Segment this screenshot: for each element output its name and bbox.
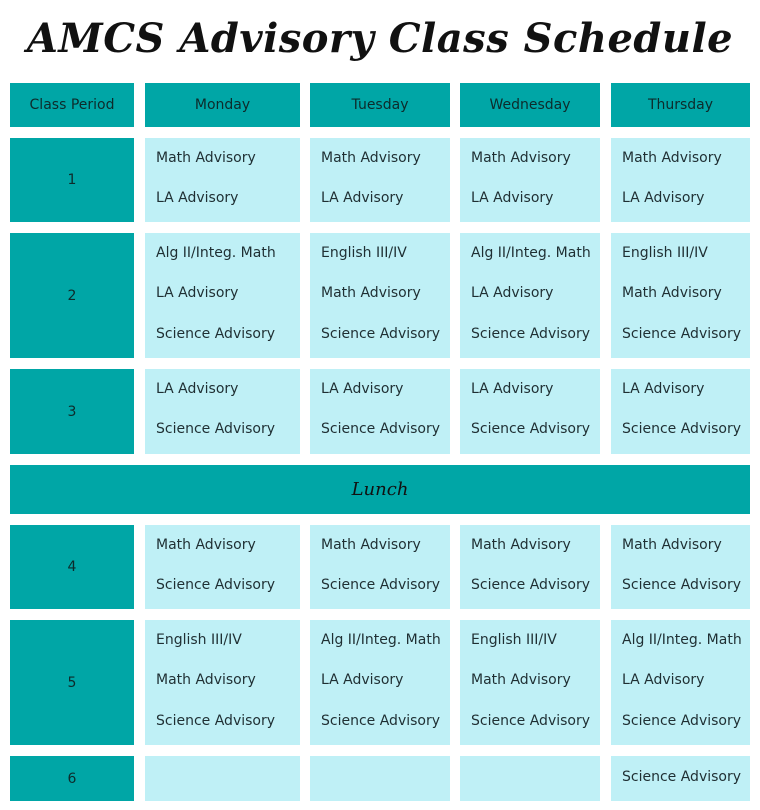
period-4-thursday	[611, 525, 750, 609]
class-entry: Math Advisory	[471, 150, 571, 166]
period-4-monday	[145, 525, 300, 609]
class-entry: Math Advisory	[321, 150, 421, 166]
period-3-tuesday	[310, 369, 450, 454]
page-title: AMCS Advisory Class Schedule	[26, 15, 734, 62]
period-2-label: 2	[10, 233, 134, 358]
class-entry: Math Advisory	[471, 672, 571, 688]
class-entry: English III/IV	[622, 245, 708, 261]
period-6-monday	[145, 756, 300, 801]
class-entry: Math Advisory	[156, 672, 256, 688]
header-tuesday: Tuesday	[310, 83, 450, 127]
class-entry: English III/IV	[321, 245, 407, 261]
period-4-wednesday	[460, 525, 600, 609]
class-entry: LA Advisory	[622, 190, 705, 206]
period-6-label: 6	[10, 756, 134, 801]
period-2-tuesday	[310, 233, 450, 358]
class-entry: Science Advisory	[471, 421, 591, 437]
class-entry: Alg II/Integ. Math	[471, 245, 591, 261]
period-1-tuesday	[310, 138, 450, 222]
period-5-wednesday	[460, 620, 600, 745]
class-entry: Alg II/Integ. Math	[156, 245, 276, 261]
class-entry: Math Advisory	[471, 537, 571, 553]
period-2-wednesday	[460, 233, 600, 358]
class-entry: LA Advisory	[471, 190, 554, 206]
class-entry: Science Advisory	[471, 713, 591, 729]
class-entry: Math Advisory	[321, 537, 421, 553]
class-entry: Science Advisory	[471, 577, 591, 593]
period-1-thursday	[611, 138, 750, 222]
period-5-thursday	[611, 620, 750, 745]
class-entry: English III/IV	[156, 632, 242, 648]
class-entry: Science Advisory	[156, 577, 276, 593]
class-entry: LA Advisory	[156, 190, 239, 206]
class-entry: LA Advisory	[321, 381, 404, 397]
class-entry: Science Advisory	[622, 421, 742, 437]
class-entry: LA Advisory	[471, 285, 554, 301]
class-entry: LA Advisory	[622, 381, 705, 397]
period-1-wednesday	[460, 138, 600, 222]
period-4-tuesday	[310, 525, 450, 609]
class-entry: LA Advisory	[156, 381, 239, 397]
header-wednesday: Wednesday	[460, 83, 600, 127]
class-entry: Math Advisory	[622, 285, 722, 301]
header-thursday: Thursday	[611, 83, 750, 127]
period-3-label: 3	[10, 369, 134, 454]
period-6-wednesday	[460, 756, 600, 801]
class-entry: Science Advisory	[622, 577, 742, 593]
class-entry: Math Advisory	[622, 150, 722, 166]
class-entry: LA Advisory	[156, 285, 239, 301]
class-entry: LA Advisory	[321, 672, 404, 688]
class-entry: Alg II/Integ. Math	[622, 632, 742, 648]
class-entry: Science Advisory	[321, 421, 441, 437]
class-entry: Science Advisory	[321, 577, 441, 593]
class-entry: Science Advisory	[471, 326, 591, 342]
class-entry: Science Advisory	[156, 713, 276, 729]
class-entry: Science Advisory	[622, 769, 742, 785]
period-1-label: 1	[10, 138, 134, 222]
class-entry: Math Advisory	[622, 537, 722, 553]
period-2-monday	[145, 233, 300, 358]
period-3-thursday	[611, 369, 750, 454]
period-5-monday	[145, 620, 300, 745]
class-entry: Math Advisory	[321, 285, 421, 301]
class-entry: Science Advisory	[321, 713, 441, 729]
period-5-label: 5	[10, 620, 134, 745]
period-5-tuesday	[310, 620, 450, 745]
class-entry: Science Advisory	[156, 421, 276, 437]
class-entry: Science Advisory	[622, 713, 742, 729]
class-entry: Math Advisory	[156, 537, 256, 553]
class-entry: Science Advisory	[622, 326, 742, 342]
lunch-row: Lunch	[10, 465, 750, 514]
header-monday: Monday	[145, 83, 300, 127]
period-1-monday	[145, 138, 300, 222]
class-entry: LA Advisory	[622, 672, 705, 688]
period-4-label: 4	[10, 525, 134, 609]
period-3-wednesday	[460, 369, 600, 454]
class-entry: LA Advisory	[321, 190, 404, 206]
class-entry: Math Advisory	[156, 150, 256, 166]
period-6-tuesday	[310, 756, 450, 801]
period-2-thursday	[611, 233, 750, 358]
period-3-monday	[145, 369, 300, 454]
class-entry: English III/IV	[471, 632, 557, 648]
class-entry: Science Advisory	[156, 326, 276, 342]
class-entry: Science Advisory	[321, 326, 441, 342]
class-entry: Alg II/Integ. Math	[321, 632, 441, 648]
header-class-period: Class Period	[10, 83, 134, 127]
class-entry: LA Advisory	[471, 381, 554, 397]
period-6-thursday	[611, 756, 750, 801]
